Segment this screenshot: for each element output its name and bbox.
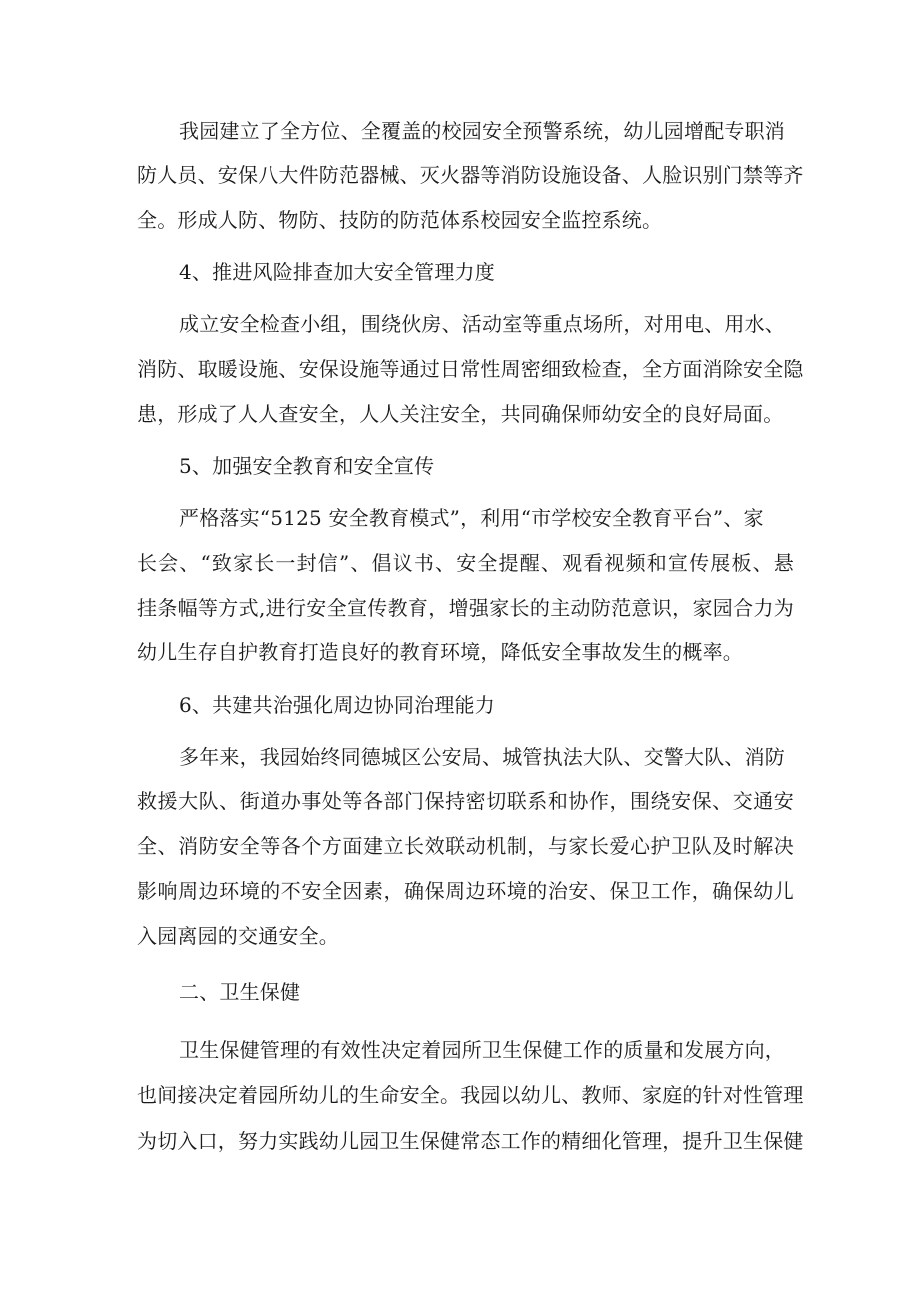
paragraph-line: 患，形成了人人查安全，人人关注安全，共同确保师幼安全的良好局面。 — [137, 402, 784, 426]
paragraph-line: 为切入口，努力实践幼儿园卫生保健常态工作的精细化管理，提升卫生保健 — [137, 1129, 804, 1153]
paragraph-line: 幼儿生存自护教育打造良好的教育环境，降低安全事故发生的概率。 — [137, 640, 743, 664]
section-heading-5: 5、加强安全教育和安全宣传 — [179, 454, 435, 478]
paragraph-line: 长会、“致家长一封信”、倡议书、安全提醒、观看视频和宣传展板、悬 — [137, 551, 794, 575]
paragraph-line: 卫生保健管理的有效性决定着园所卫生保健工作的质量和发展方向， — [179, 1038, 785, 1062]
paragraph-line: 挂条幅等方式,进行安全宣传教育，增强家长的主动防范意识，家园合力为 — [137, 596, 794, 620]
paragraph-line: 消防、取暖设施、安保设施等通过日常性周密细致检查，全方面消除安全隐 — [137, 357, 804, 381]
paragraph-line: 影响周边环境的不安全因素，确保周边环境的治安、保卫工作，确保幼儿 — [137, 879, 794, 903]
paragraph-line: 全、消防安全等各个方面建立长效联动机制，与家长爱心护卫队及时解决 — [137, 834, 794, 858]
paragraph-line: 多年来，我园始终同德城区公安局、城管执法大队、交警大队、消防 — [179, 745, 785, 769]
paragraph-line: 严格落实“5125 安全教育模式”，利用“市学校安全教育平台”、家 — [179, 506, 764, 530]
paragraph-line: 入园离园的交通安全。 — [137, 924, 339, 948]
paragraph-line: 也间接决定着园所幼儿的生命安全。我园以幼儿、教师、家庭的针对性管理 — [137, 1083, 804, 1107]
section-heading-6: 6、共建共治强化周边协同治理能力 — [179, 693, 495, 717]
section-heading-2: 二、卫生保健 — [179, 980, 301, 1004]
section-heading-4: 4、推进风险排查加大安全管理力度 — [179, 260, 495, 284]
paragraph-line: 救援大队、街道办事处等各部门保持密切联系和协作，围绕安保、交通安 — [137, 789, 794, 813]
paragraph-line: 我园建立了全方位、全覆盖的校园安全预警系统，幼儿园增配专职消 — [179, 119, 785, 143]
paragraph-line: 成立安全检查小组，围绕伙房、活动室等重点场所，对用电、用水、 — [179, 312, 785, 336]
paragraph-line: 防人员、安保八大件防范器械、灭火器等消防设施设备、人脸识别门禁等齐 — [137, 163, 804, 187]
paragraph-line: 全。形成人防、物防、技防的防范体系校园安全监控系统。 — [137, 208, 663, 232]
